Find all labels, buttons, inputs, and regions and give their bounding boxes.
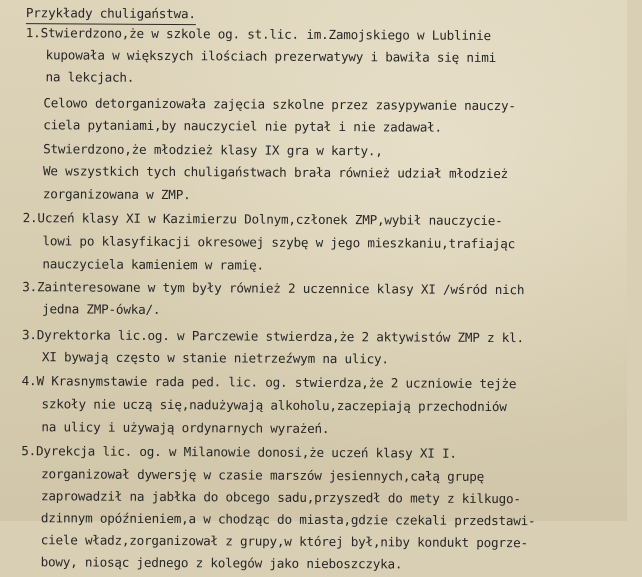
item-text: Dyrekcja lic. og. w Milanowie donosi,że uczeń klasy XI I. [35,443,457,461]
item-1-line-2: kupowała w większych ilościach prezerwatywy i bawiła się nimi [45,47,497,66]
item-1-line-1 [26,22,491,46]
item-2-line-3: nauczyciela kamieniem w ramię. [42,256,264,273]
item-1-line-7: We wszystkich tych chuligaństwach brała również udział młodzież [42,163,509,182]
item-1-line-5: ciela pytaniami,by nauczyciel nie pytał i nie zadawał. [43,117,442,135]
item-5-line-6: bowy, niosąc jednego z kolegów jako nieboszczyka. [40,554,403,572]
item-number: 3. [21,327,37,343]
item-number: 3. [22,279,38,295]
item-text: W Krasnymstawie rada ped. lic. og. stwierdza,że 2 uczniowie tejże [36,373,517,392]
item-1-line-8: zorganizowana w ZMP. [42,186,191,203]
item-3a-line-2: jedna ZMP-ówka/. [42,301,161,317]
item-3b-line-2: XI bywają często w stanie nietrzeźwym na ulicy. [41,349,389,367]
item-4-line-3: na ulicy i używają ordynarnych wyrażeń. [41,419,330,437]
item-5-line-3: zaprowadził na jabłka do obcego sadu,przyszedł do mety z kilkugo- [40,488,521,507]
item-1-line-3: na lekcjach. [45,69,135,85]
item-2-line-1 [23,207,503,232]
item-4-line-2: szkoły nie uczą się,nadużywają alkoholu,zaczepiają przechodniów [41,396,507,415]
item-5-line-4: dzinnym opóźnieniem,a w chodząc do miasta,gdzie czekali przedstawi- [40,510,536,529]
item-2-line-2: lowi po klasyfikacji okresowej szybę w jego mieszkaniu,trafiając [42,233,516,252]
item-1-line-4: Celowo detorganizowała zajęcia szkolne przez zasypywanie nauczy- [43,95,516,114]
typewritten-document [2,4,642,572]
item-number: 1. [25,25,41,41]
item-5-line-1 [21,440,457,464]
item-4-line-1 [22,370,517,395]
item-number: 4. [21,373,37,389]
item-1-line-6: Stwierdzono,że młodzież klasy IX gra w karty., [43,141,383,159]
item-5-line-2: zorganizował dywersję w czasie marszów jesiennych,całą grupę [41,466,485,484]
item-3a-line-1 [22,276,524,301]
item-5-line-5: ciele władz,zorganizował z grupy,w której był,niby kondukt pogrze- [40,532,528,551]
item-text: Zainteresowane w tym były również 2 uczennice klasy XI /wśród nich [36,279,525,298]
item-number: 5. [21,443,37,459]
item-3b-line-1 [22,324,524,349]
item-text: Uczeń klasy XI w Kazimierzu Dolnym,członek ZMP,wybił nauczycie- [37,210,503,229]
item-text: Stwierdzono,że w szkole og. st.lic. im.Zamojskiego w Lublinie [40,25,491,43]
item-text: Dyrektorka lic.og. w Parczewie stwierdza,że 2 aktywistów ZMP z kl. [36,327,525,346]
document-title: Przykłady chuligaństwa. [26,4,196,25]
item-number: 2. [22,210,38,226]
